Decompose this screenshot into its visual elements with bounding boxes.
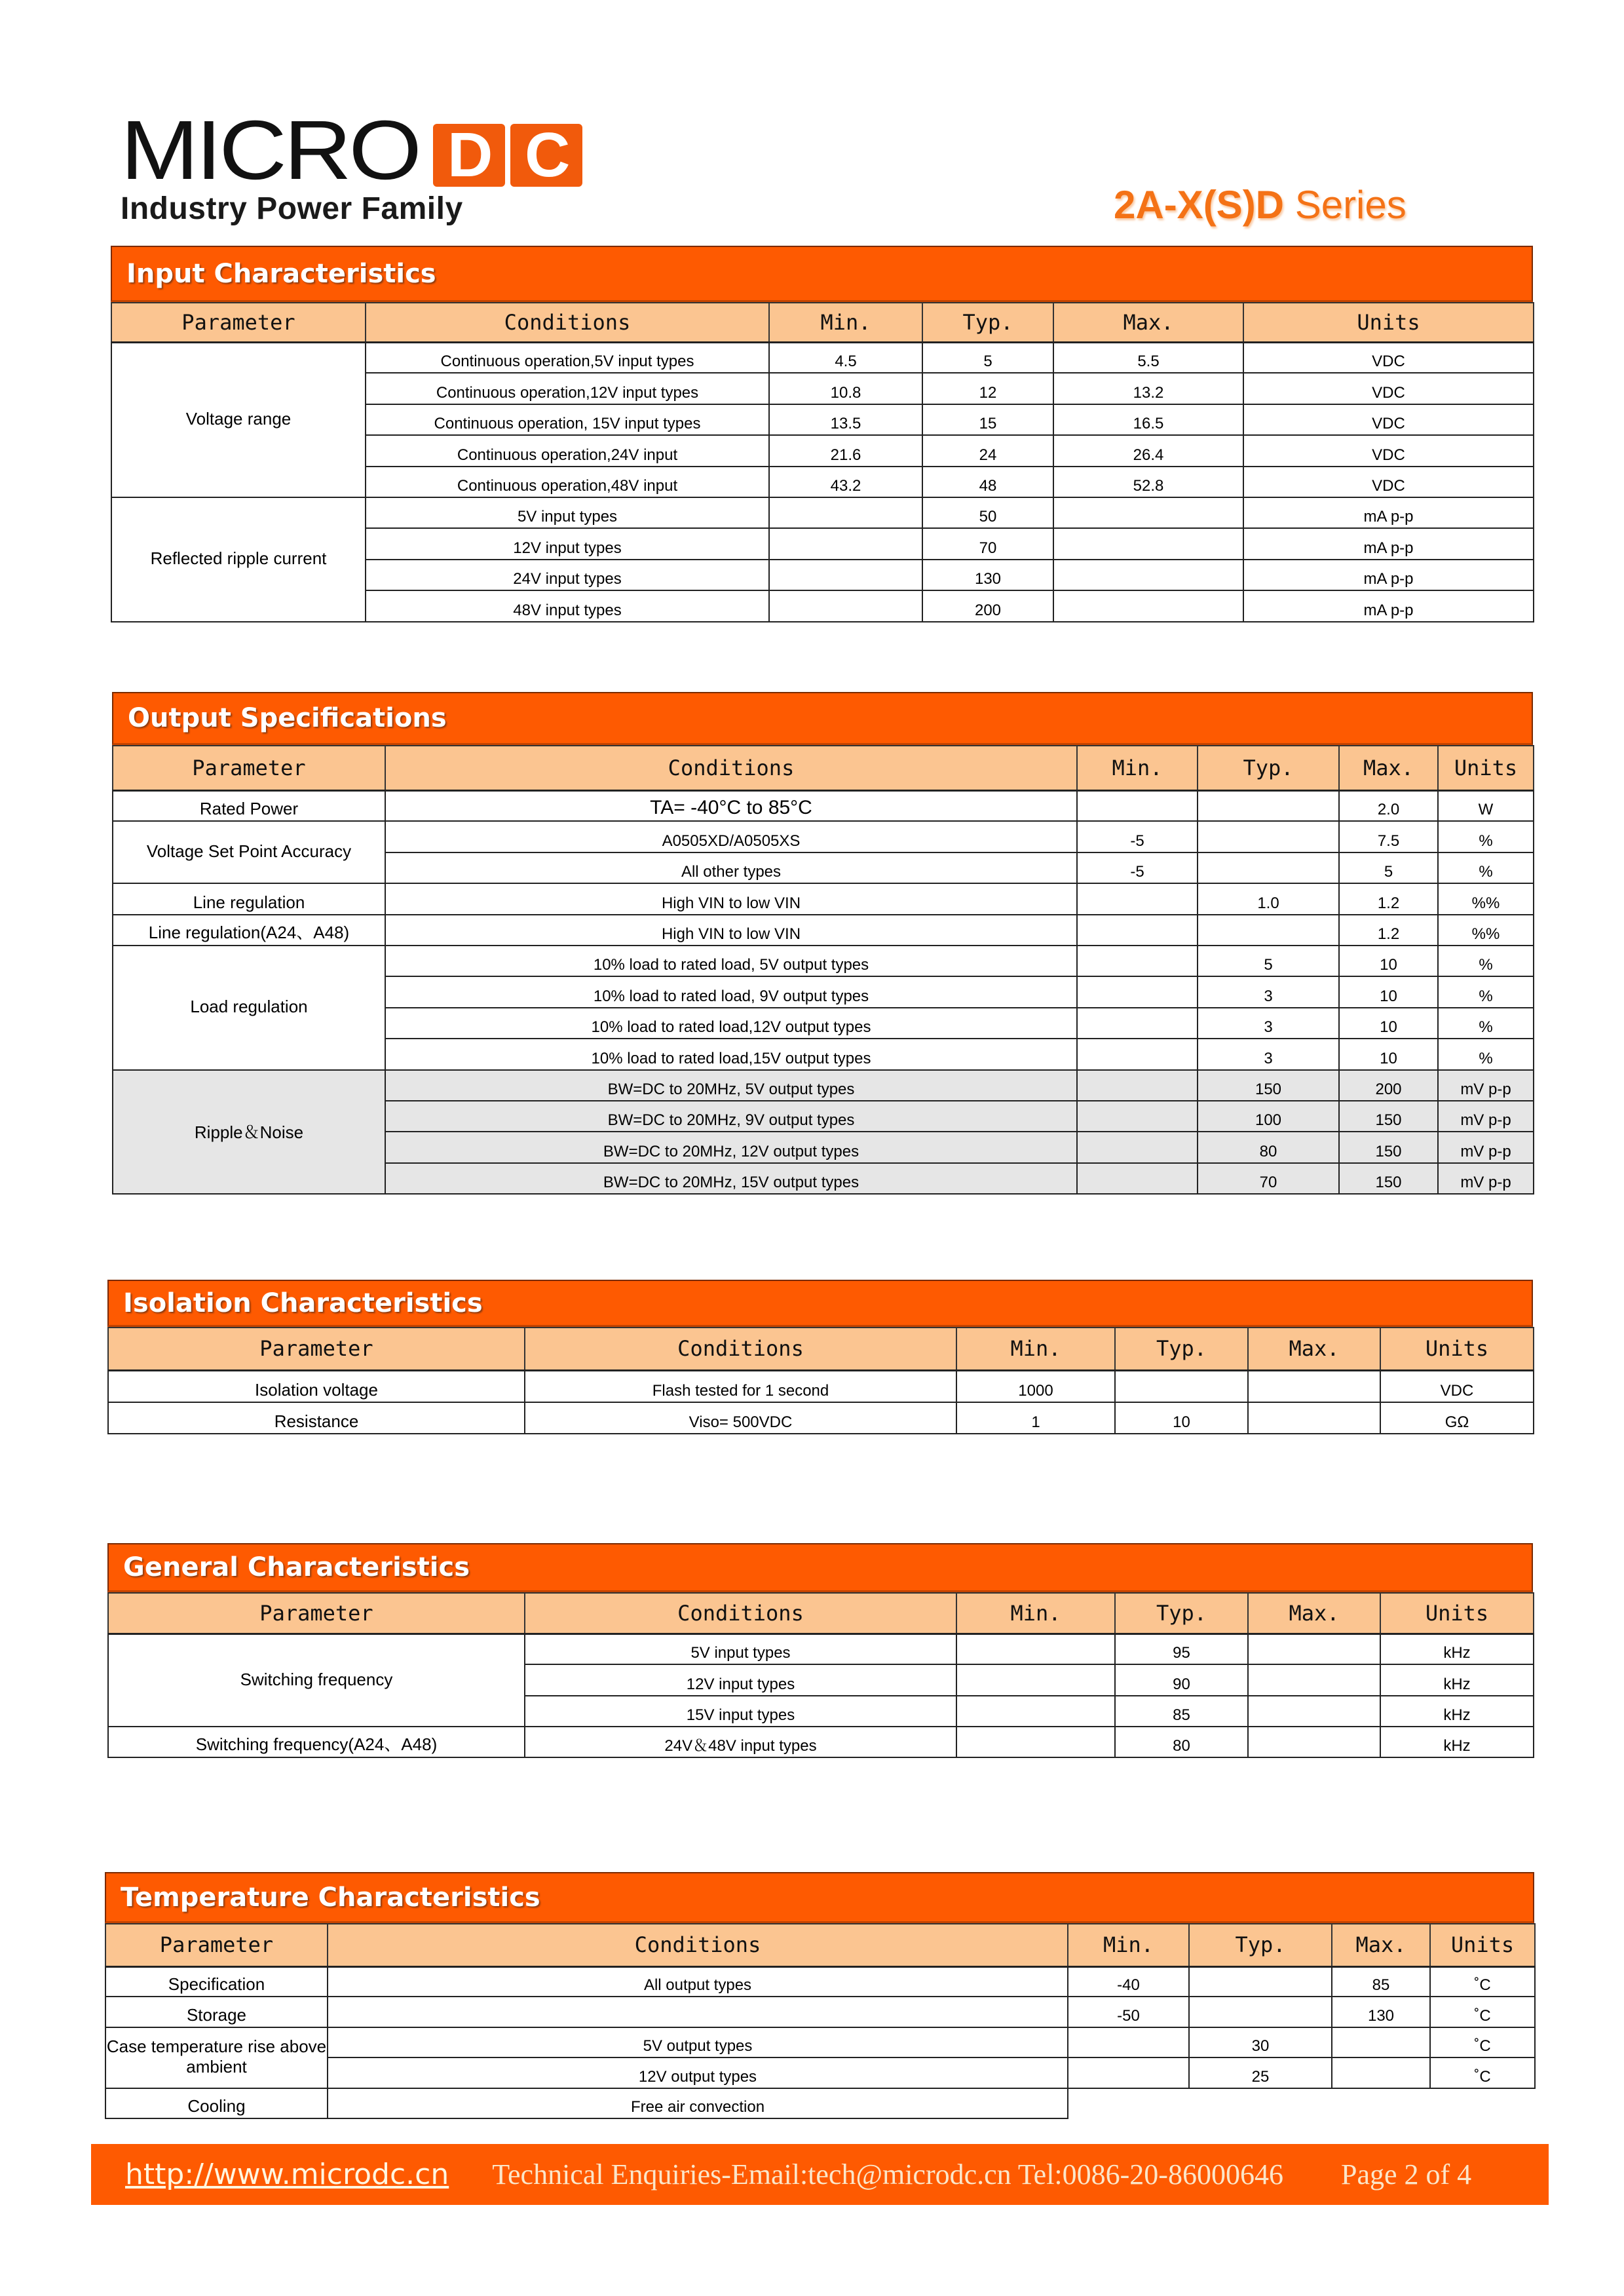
column-header: Typ. [1115, 1328, 1248, 1370]
condition-cell: 10% load to rated load,15V output types [385, 1039, 1077, 1069]
min-cell: 13.5 [769, 404, 922, 435]
max-cell: 150 [1339, 1101, 1438, 1132]
units-cell: mA p-p [1243, 497, 1534, 528]
units-cell: VDC [1380, 1370, 1534, 1402]
min-cell [1077, 1132, 1198, 1162]
units-cell: % [1438, 852, 1534, 883]
units-cell: mA p-p [1243, 528, 1534, 559]
typ-cell: 24 [922, 435, 1053, 466]
condition-cell: TA= -40°C to 85°C [385, 790, 1077, 821]
typ-cell: 5 [922, 342, 1053, 373]
max-cell: 26.4 [1053, 435, 1243, 466]
column-header: Parameter [105, 1924, 328, 1966]
table-row [108, 1727, 1534, 1757]
units-cell: kHz [1380, 1696, 1534, 1727]
column-header: Parameter [108, 1328, 525, 1370]
units-cell: %% [1438, 883, 1534, 914]
section-title: General Characteristics [107, 1543, 1533, 1592]
max-cell: 150 [1339, 1163, 1438, 1194]
min-cell [1077, 946, 1198, 976]
table-row [113, 946, 1534, 976]
column-header: Min. [1077, 746, 1198, 790]
max-cell: 200 [1339, 1070, 1438, 1101]
units-cell: VDC [1243, 342, 1534, 373]
condition-cell: 24V input types [366, 560, 769, 590]
max-cell [1332, 2027, 1430, 2057]
units-cell: % [1438, 946, 1534, 976]
max-cell: 130 [1332, 1997, 1430, 2027]
condition-cell: 10% load to rated load, 5V output types [385, 946, 1077, 976]
min-cell: 4.5 [769, 342, 922, 373]
series-label: Series [1294, 183, 1407, 227]
section-title: Output Specifications [112, 692, 1533, 745]
typ-cell: 3 [1198, 976, 1339, 1007]
website-link[interactable]: http://www.microdc.cn [125, 2158, 449, 2191]
column-header: Max. [1332, 1924, 1430, 1966]
header-row [108, 1328, 1534, 1370]
parameter-cell: Voltage range [111, 342, 366, 497]
section-title: Temperature Characteristics [105, 1872, 1534, 1923]
condition-cell: High VIN to low VIN [385, 883, 1077, 914]
min-cell: 43.2 [769, 467, 922, 497]
header-row [113, 746, 1534, 790]
typ-cell: 200 [922, 590, 1053, 621]
typ-cell: 5 [1198, 946, 1339, 976]
logo-c: C [510, 124, 582, 187]
empty-cell [1332, 2088, 1430, 2118]
max-cell [1053, 590, 1243, 621]
min-cell [1077, 1070, 1198, 1101]
max-cell [1053, 560, 1243, 590]
series-title [1114, 182, 1407, 227]
max-cell: 150 [1339, 1132, 1438, 1162]
table-row [113, 821, 1534, 852]
condition-cell: Continuous operation,12V input types [366, 373, 769, 404]
max-cell: 10 [1339, 1039, 1438, 1069]
condition-cell: 10% load to rated load,12V output types [385, 1008, 1077, 1039]
units-cell: mV p-p [1438, 1101, 1534, 1132]
condition-cell: 48V input types [366, 590, 769, 621]
max-cell [1248, 1727, 1380, 1757]
condition-cell: 24V＆48V input types [525, 1727, 956, 1757]
typ-cell: 70 [1198, 1163, 1339, 1194]
min-cell [1068, 2027, 1189, 2057]
typ-cell: 80 [1198, 1132, 1339, 1162]
max-cell: 52.8 [1053, 467, 1243, 497]
min-cell: 10.8 [769, 373, 922, 404]
section-title: Isolation Characteristics [107, 1280, 1533, 1327]
condition-cell: All output types [328, 1966, 1068, 1997]
min-cell [1077, 883, 1198, 914]
condition-cell: 12V input types [366, 528, 769, 559]
units-cell: ˚C [1430, 2057, 1535, 2088]
logo-text: MICRO [121, 104, 419, 197]
min-cell [1077, 915, 1198, 946]
max-cell [1248, 1664, 1380, 1695]
min-cell [956, 1727, 1115, 1757]
table-row [105, 2088, 1535, 2118]
spec-table [105, 1923, 1536, 2119]
condition-cell: Continuous operation,24V input [366, 435, 769, 466]
min-cell: 1 [956, 1402, 1115, 1434]
header-row [111, 303, 1534, 342]
max-cell: 13.2 [1053, 373, 1243, 404]
table-row [113, 915, 1534, 946]
tagline: Industry Power Family [121, 191, 463, 226]
logo-d: D [433, 124, 505, 187]
table-row [105, 1966, 1535, 1997]
min-cell: -5 [1077, 852, 1198, 883]
column-header: Parameter [111, 303, 366, 342]
column-header: Conditions [366, 303, 769, 342]
column-header: Typ. [1198, 746, 1339, 790]
typ-cell [1189, 1966, 1332, 1997]
typ-cell: 3 [1198, 1039, 1339, 1069]
condition-cell: Viso= 500VDC [525, 1402, 956, 1434]
column-header: Conditions [328, 1924, 1068, 1966]
max-cell [1248, 1402, 1380, 1434]
parameter-cell: Line regulation(A24、A48) [113, 915, 385, 946]
parameter-cell: Resistance [108, 1402, 525, 1434]
spec-table [112, 745, 1534, 1195]
column-header: Units [1438, 746, 1534, 790]
general-characteristics-table [107, 1543, 1533, 1758]
max-cell: 1.2 [1339, 883, 1438, 914]
input-characteristics-table [111, 246, 1533, 622]
units-cell: % [1438, 1008, 1534, 1039]
column-header: Conditions [525, 1328, 956, 1370]
condition-cell: Free air convection [328, 2088, 1068, 2118]
units-cell: mA p-p [1243, 560, 1534, 590]
min-cell [769, 497, 922, 528]
column-header: Conditions [525, 1593, 956, 1634]
condition-cell: 10% load to rated load, 9V output types [385, 976, 1077, 1007]
typ-cell: 50 [922, 497, 1053, 528]
min-cell [769, 560, 922, 590]
typ-cell [1198, 852, 1339, 883]
typ-cell: 1.0 [1198, 883, 1339, 914]
max-cell: 5 [1339, 852, 1438, 883]
table-row [108, 1402, 1534, 1434]
max-cell [1332, 2057, 1430, 2088]
units-cell: GΩ [1380, 1402, 1534, 1434]
min-cell [1077, 1008, 1198, 1039]
max-cell [1053, 528, 1243, 559]
table-row [113, 790, 1534, 821]
condition-cell: BW=DC to 20MHz, 5V output types [385, 1070, 1077, 1101]
condition-cell: 5V input types [366, 497, 769, 528]
parameter-cell: Case temperature rise above ambient [105, 2027, 328, 2088]
column-header: Min. [769, 303, 922, 342]
parameter-cell: Reflected ripple current [111, 497, 366, 622]
column-header: Typ. [1115, 1593, 1248, 1634]
max-cell [1248, 1696, 1380, 1727]
condition-cell: All other types [385, 852, 1077, 883]
spec-table [107, 1327, 1534, 1434]
typ-cell: 100 [1198, 1101, 1339, 1132]
column-header: Typ. [1189, 1924, 1332, 1966]
condition-cell: High VIN to low VIN [385, 915, 1077, 946]
section-title: Input Characteristics [111, 246, 1533, 302]
footer-bar [91, 2144, 1549, 2205]
parameter-cell: Specification [105, 1966, 328, 1997]
temperature-characteristics-table [105, 1872, 1534, 2119]
max-cell: 10 [1339, 976, 1438, 1007]
typ-cell [1198, 915, 1339, 946]
min-cell: -50 [1068, 1997, 1189, 2027]
typ-cell [1198, 790, 1339, 821]
condition-cell: BW=DC to 20MHz, 15V output types [385, 1163, 1077, 1194]
parameter-cell: Switching frequency(A24、A48) [108, 1727, 525, 1757]
typ-cell: 3 [1198, 1008, 1339, 1039]
table-row [108, 1634, 1534, 1664]
condition-cell [328, 1997, 1068, 2027]
empty-cell [1189, 2088, 1332, 2118]
empty-cell [1068, 2088, 1189, 2118]
units-cell: W [1438, 790, 1534, 821]
parameter-cell: Ripple＆Noise [113, 1070, 385, 1195]
parameter-cell: Line regulation [113, 883, 385, 914]
units-cell: VDC [1243, 373, 1534, 404]
microdc-logo [121, 104, 582, 227]
units-cell: % [1438, 1039, 1534, 1069]
contact-info: Technical Enquiries-Email:tech@microdc.cn Tel:0086-20-86000646 [492, 2158, 1283, 2191]
typ-cell: 70 [922, 528, 1053, 559]
logo-dc-mark [433, 120, 582, 190]
header-row [108, 1593, 1534, 1634]
min-cell [956, 1634, 1115, 1664]
typ-cell: 15 [922, 404, 1053, 435]
max-cell: 2.0 [1339, 790, 1438, 821]
column-header: Units [1243, 303, 1534, 342]
min-cell [1077, 1039, 1198, 1069]
column-header: Conditions [385, 746, 1077, 790]
typ-cell [1189, 1997, 1332, 2027]
max-cell: 1.2 [1339, 915, 1438, 946]
parameter-cell: Voltage Set Point Accuracy [113, 821, 385, 883]
parameter-cell: Load regulation [113, 946, 385, 1070]
typ-cell: 90 [1115, 1664, 1248, 1695]
condition-cell: Flash tested for 1 second [525, 1370, 956, 1402]
parameter-cell: Isolation voltage [108, 1370, 525, 1402]
column-header: Units [1430, 1924, 1535, 1966]
parameter-cell: Switching frequency [108, 1634, 525, 1727]
output-specifications-table [112, 692, 1533, 1195]
typ-cell: 10 [1115, 1402, 1248, 1434]
table-row [105, 1997, 1535, 2027]
column-header: Min. [1068, 1924, 1189, 1966]
units-cell: mV p-p [1438, 1132, 1534, 1162]
column-header: Parameter [113, 746, 385, 790]
condition-cell: 12V input types [525, 1664, 956, 1695]
typ-cell: 130 [922, 560, 1053, 590]
min-cell: -5 [1077, 821, 1198, 852]
condition-cell: Continuous operation,5V input types [366, 342, 769, 373]
typ-cell [1198, 821, 1339, 852]
typ-cell [1115, 1370, 1248, 1402]
header-row [105, 1924, 1535, 1966]
units-cell: % [1438, 976, 1534, 1007]
min-cell [1077, 976, 1198, 1007]
table-row [111, 342, 1534, 373]
units-cell: ˚C [1430, 2027, 1535, 2057]
min-cell [769, 590, 922, 621]
condition-cell: BW=DC to 20MHz, 9V output types [385, 1101, 1077, 1132]
min-cell [769, 528, 922, 559]
typ-cell: 80 [1115, 1727, 1248, 1757]
table-row [113, 883, 1534, 914]
max-cell: 5.5 [1053, 342, 1243, 373]
typ-cell: 95 [1115, 1634, 1248, 1664]
column-header: Units [1380, 1593, 1534, 1634]
condition-cell: 5V input types [525, 1634, 956, 1664]
spec-table [107, 1592, 1534, 1758]
parameter-cell: Rated Power [113, 790, 385, 821]
min-cell [1077, 790, 1198, 821]
min-cell: 21.6 [769, 435, 922, 466]
units-cell: mA p-p [1243, 590, 1534, 621]
max-cell: 10 [1339, 946, 1438, 976]
condition-cell: 15V input types [525, 1696, 956, 1727]
min-cell: 1000 [956, 1370, 1115, 1402]
max-cell [1053, 497, 1243, 528]
min-cell [956, 1696, 1115, 1727]
condition-cell: BW=DC to 20MHz, 12V output types [385, 1132, 1077, 1162]
min-cell [1077, 1101, 1198, 1132]
series-code: 2A-X(S)D [1114, 183, 1285, 227]
units-cell: %% [1438, 915, 1534, 946]
typ-cell: 25 [1189, 2057, 1332, 2088]
typ-cell: 30 [1189, 2027, 1332, 2057]
spec-table [111, 302, 1534, 622]
max-cell: 10 [1339, 1008, 1438, 1039]
typ-cell: 48 [922, 467, 1053, 497]
condition-cell: A0505XD/A0505XS [385, 821, 1077, 852]
table-row [111, 497, 1534, 528]
column-header: Typ. [922, 303, 1053, 342]
condition-cell: 5V output types [328, 2027, 1068, 2057]
units-cell: VDC [1243, 467, 1534, 497]
max-cell: 85 [1332, 1966, 1430, 1997]
typ-cell: 12 [922, 373, 1053, 404]
condition-cell: Continuous operation, 15V input types [366, 404, 769, 435]
empty-cell [1430, 2088, 1535, 2118]
column-header: Min. [956, 1328, 1115, 1370]
typ-cell: 85 [1115, 1696, 1248, 1727]
column-header: Max. [1248, 1328, 1380, 1370]
min-cell [1068, 2057, 1189, 2088]
units-cell: ˚C [1430, 1997, 1535, 2027]
min-cell [956, 1664, 1115, 1695]
max-cell [1248, 1634, 1380, 1664]
column-header: Max. [1053, 303, 1243, 342]
table-row [113, 1070, 1534, 1101]
units-cell: mV p-p [1438, 1070, 1534, 1101]
table-row [105, 2027, 1535, 2057]
units-cell: % [1438, 821, 1534, 852]
parameter-cell: Cooling [105, 2088, 328, 2118]
isolation-characteristics-table [107, 1280, 1533, 1434]
max-cell: 7.5 [1339, 821, 1438, 852]
condition-cell: Continuous operation,48V input [366, 467, 769, 497]
units-cell: kHz [1380, 1634, 1534, 1664]
max-cell [1248, 1370, 1380, 1402]
min-cell: -40 [1068, 1966, 1189, 1997]
column-header: Max. [1248, 1593, 1380, 1634]
parameter-cell: Storage [105, 1997, 328, 2027]
column-header: Min. [956, 1593, 1115, 1634]
condition-cell: 12V output types [328, 2057, 1068, 2088]
units-cell: mV p-p [1438, 1163, 1534, 1194]
column-header: Units [1380, 1328, 1534, 1370]
units-cell: VDC [1243, 404, 1534, 435]
column-header: Parameter [108, 1593, 525, 1634]
typ-cell: 150 [1198, 1070, 1339, 1101]
max-cell: 16.5 [1053, 404, 1243, 435]
column-header: Max. [1339, 746, 1438, 790]
units-cell: kHz [1380, 1664, 1534, 1695]
table-row [108, 1370, 1534, 1402]
min-cell [1077, 1163, 1198, 1194]
units-cell: kHz [1380, 1727, 1534, 1757]
units-cell: ˚C [1430, 1966, 1535, 1997]
page-number: Page 2 of 4 [1340, 2158, 1472, 2191]
units-cell: VDC [1243, 435, 1534, 466]
